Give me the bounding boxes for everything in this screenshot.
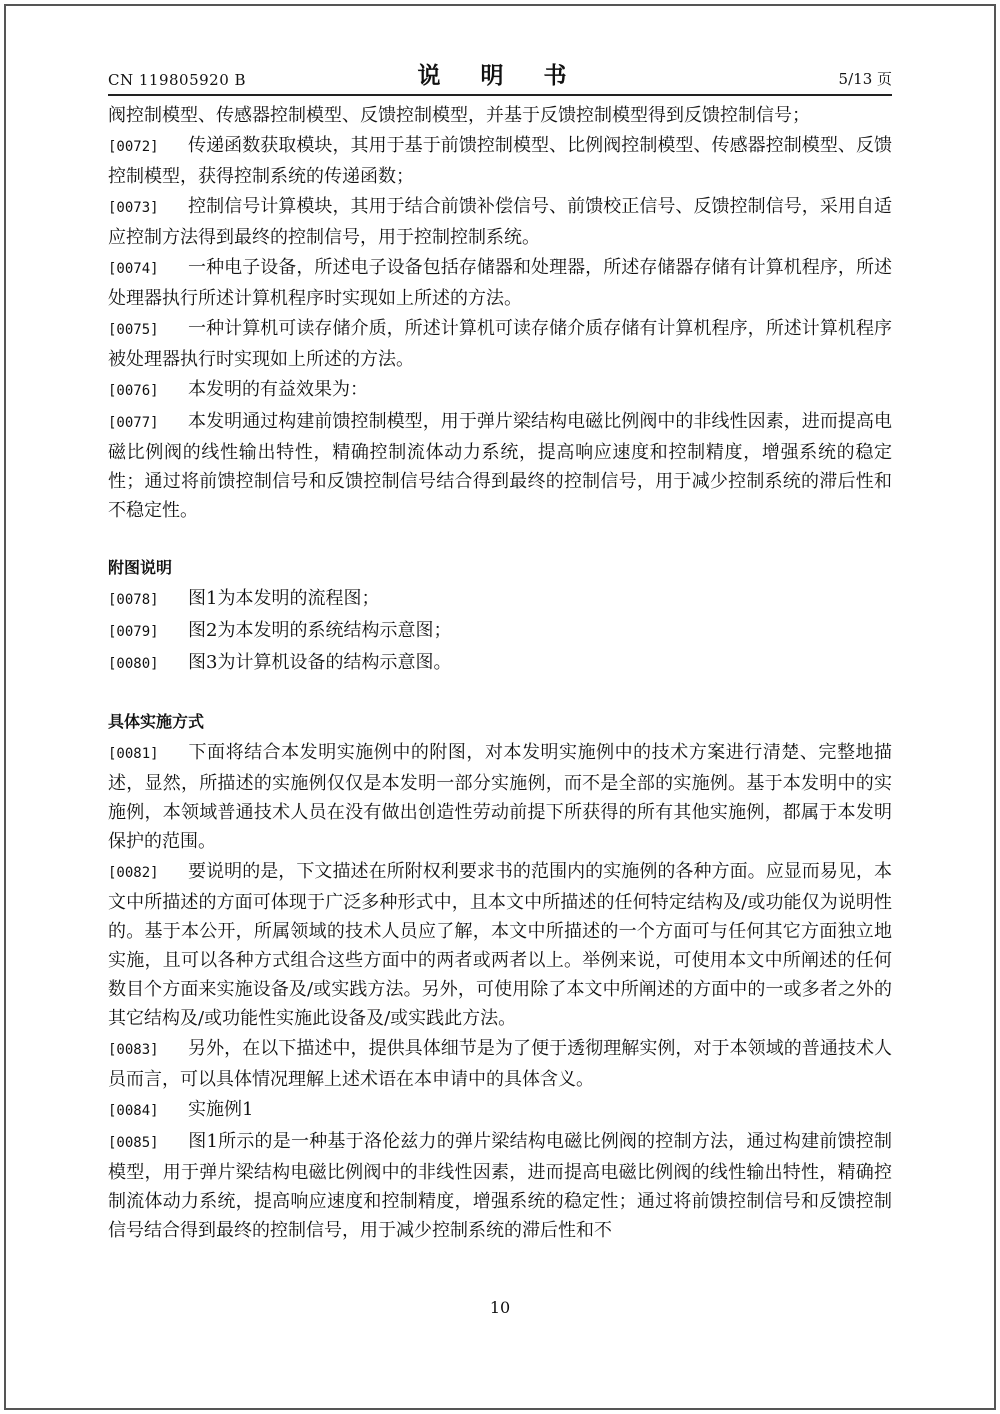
paragraph-text: 图1为本发明的流程图； bbox=[188, 588, 380, 609]
paragraph-number: [0082] bbox=[108, 865, 159, 881]
paragraph-text: 一种计算机可读存储介质，所述计算机可读存储介质存储有计算机程序，所述计算机程序被处理器执行时实现如上所述的方法。 bbox=[108, 318, 892, 370]
paragraph-number: [0072] bbox=[108, 139, 159, 155]
paragraph bbox=[108, 1095, 892, 1126]
paragraph bbox=[108, 648, 892, 679]
paragraph-text: 图3为计算机设备的结构示意图。 bbox=[188, 652, 452, 673]
paragraph bbox=[108, 407, 892, 525]
paragraph-number: [0078] bbox=[108, 592, 159, 608]
page-info: 5/13 页 bbox=[838, 70, 892, 88]
paragraph-text: 本发明通过构建前馈控制模型，用于弹片梁结构电磁比例阀中的非线性因素，进而提高电磁比例阀的线性输出特性，精确控制流体动力系统，提高响应速度和控制精度，增强系统的稳定性；通过将前馈控制信号和反馈控制信号结合得到最终的控制信号，用于减少控制系统的滞后性和不稳定性。 bbox=[108, 411, 892, 521]
paragraph-number: [0085] bbox=[108, 1135, 159, 1151]
paragraph-number: [0073] bbox=[108, 200, 159, 216]
section-heading-figures: 附图说明 bbox=[108, 558, 173, 577]
paragraph-number: [0084] bbox=[108, 1103, 159, 1119]
paragraph-number: [0074] bbox=[108, 261, 159, 277]
page-number: 10 bbox=[489, 1298, 511, 1317]
paragraph bbox=[108, 314, 892, 374]
paragraph-text: 本发明的有益效果为： bbox=[188, 379, 368, 400]
paragraph bbox=[108, 375, 892, 406]
paragraph-number: [0079] bbox=[108, 624, 159, 640]
paragraph-text: 阀控制模型、传感器控制模型、反馈控制模型，并基于反馈控制模型得到反馈控制信号； bbox=[108, 105, 810, 126]
paragraph bbox=[108, 738, 892, 856]
paragraph bbox=[108, 857, 892, 1033]
paragraph bbox=[108, 131, 892, 191]
paragraph bbox=[108, 1127, 892, 1245]
paragraph-number: [0075] bbox=[108, 322, 159, 338]
page-header bbox=[108, 56, 892, 96]
paragraph-text: 下面将结合本发明实施例中的附图，对本发明实施例中的技术方案进行清楚、完整地描述，显然，所描述的实施例仅仅是本发明一部分实施例，而不是全部的实施例。基于本发明中的实施例，本领域普通技术人员在没有做出创造性劳动前提下所获得的所有其他实施例，都属于本发明保护的范围。 bbox=[108, 742, 892, 852]
paragraph-text: 图1所示的是一种基于洛伦兹力的弹片梁结构电磁比例阀的控制方法，通过构建前馈控制模型，用于弹片梁结构电磁比例阀中的非线性因素，进而提高电磁比例阀的线性输出特性，精确控制流体动力系统，提高响应速度和控制精度，增强系统的稳定性；通过将前馈控制信号和反馈控制信号结合得到最终的控制信号，用于减少控制系统的滞后性和不 bbox=[108, 1131, 892, 1241]
paragraph-number: [0077] bbox=[108, 415, 159, 431]
paragraph-number: [0080] bbox=[108, 656, 159, 672]
paragraph bbox=[108, 253, 892, 313]
document-title: 说 明 书 bbox=[417, 62, 583, 89]
paragraph-text: 要说明的是，下文描述在所附权利要求书的范围内的实施例的各种方面。应显而易见，本文中所描述的方面可体现于广泛多种形式中，且本文中所描述的任何特定结构及/或功能仅为说明性的。基于本公开，所属领域的技术人员应了解，本文中所描述的一个方面可与任何其它方面独立地实施，且可以各种方式组合这些方面中的两者或两者以上。举例来说，可使用本文中所阐述的任何数目个方面来实施设备及/或实践方法。另外，可使用除了本文中所阐述的方面中的一或多者之外的其它结构及/或功能性实施此设备及/或实践此方法。 bbox=[108, 861, 892, 1029]
paragraph-continued bbox=[108, 101, 892, 130]
paragraph bbox=[108, 192, 892, 252]
paragraph-text: 实施例1 bbox=[188, 1099, 254, 1120]
document-body bbox=[108, 101, 892, 1246]
paragraph-text: 另外，在以下描述中，提供具体细节是为了便于透彻理解实例，对于本领域的普通技术人员而言，可以具体情况理解上述术语在本申请中的具体含义。 bbox=[108, 1038, 892, 1090]
paragraph-number: [0083] bbox=[108, 1042, 159, 1058]
paragraph-number: [0076] bbox=[108, 383, 159, 399]
patent-number: CN 119805920 B bbox=[108, 71, 247, 89]
paragraph bbox=[108, 584, 892, 615]
paragraph-text: 控制信号计算模块，其用于结合前馈补偿信号、前馈校正信号、反馈控制信号，采用自适应控制方法得到最终的控制信号，用于控制控制系统。 bbox=[108, 196, 892, 248]
paragraph bbox=[108, 616, 892, 647]
paragraph-text: 传递函数获取模块，其用于基于前馈控制模型、比例阀控制模型、传感器控制模型、反馈控制模型，获得控制系统的传递函数； bbox=[108, 135, 892, 187]
paragraph-text: 图2为本发明的系统结构示意图； bbox=[188, 620, 452, 641]
section-heading-embodiments: 具体实施方式 bbox=[108, 712, 205, 731]
paragraph bbox=[108, 1034, 892, 1094]
paragraph-number: [0081] bbox=[108, 746, 159, 762]
paragraph-text: 一种电子设备，所述电子设备包括存储器和处理器，所述存储器存储有计算机程序，所述处理器执行所述计算机程序时实现如上所述的方法。 bbox=[108, 257, 892, 309]
